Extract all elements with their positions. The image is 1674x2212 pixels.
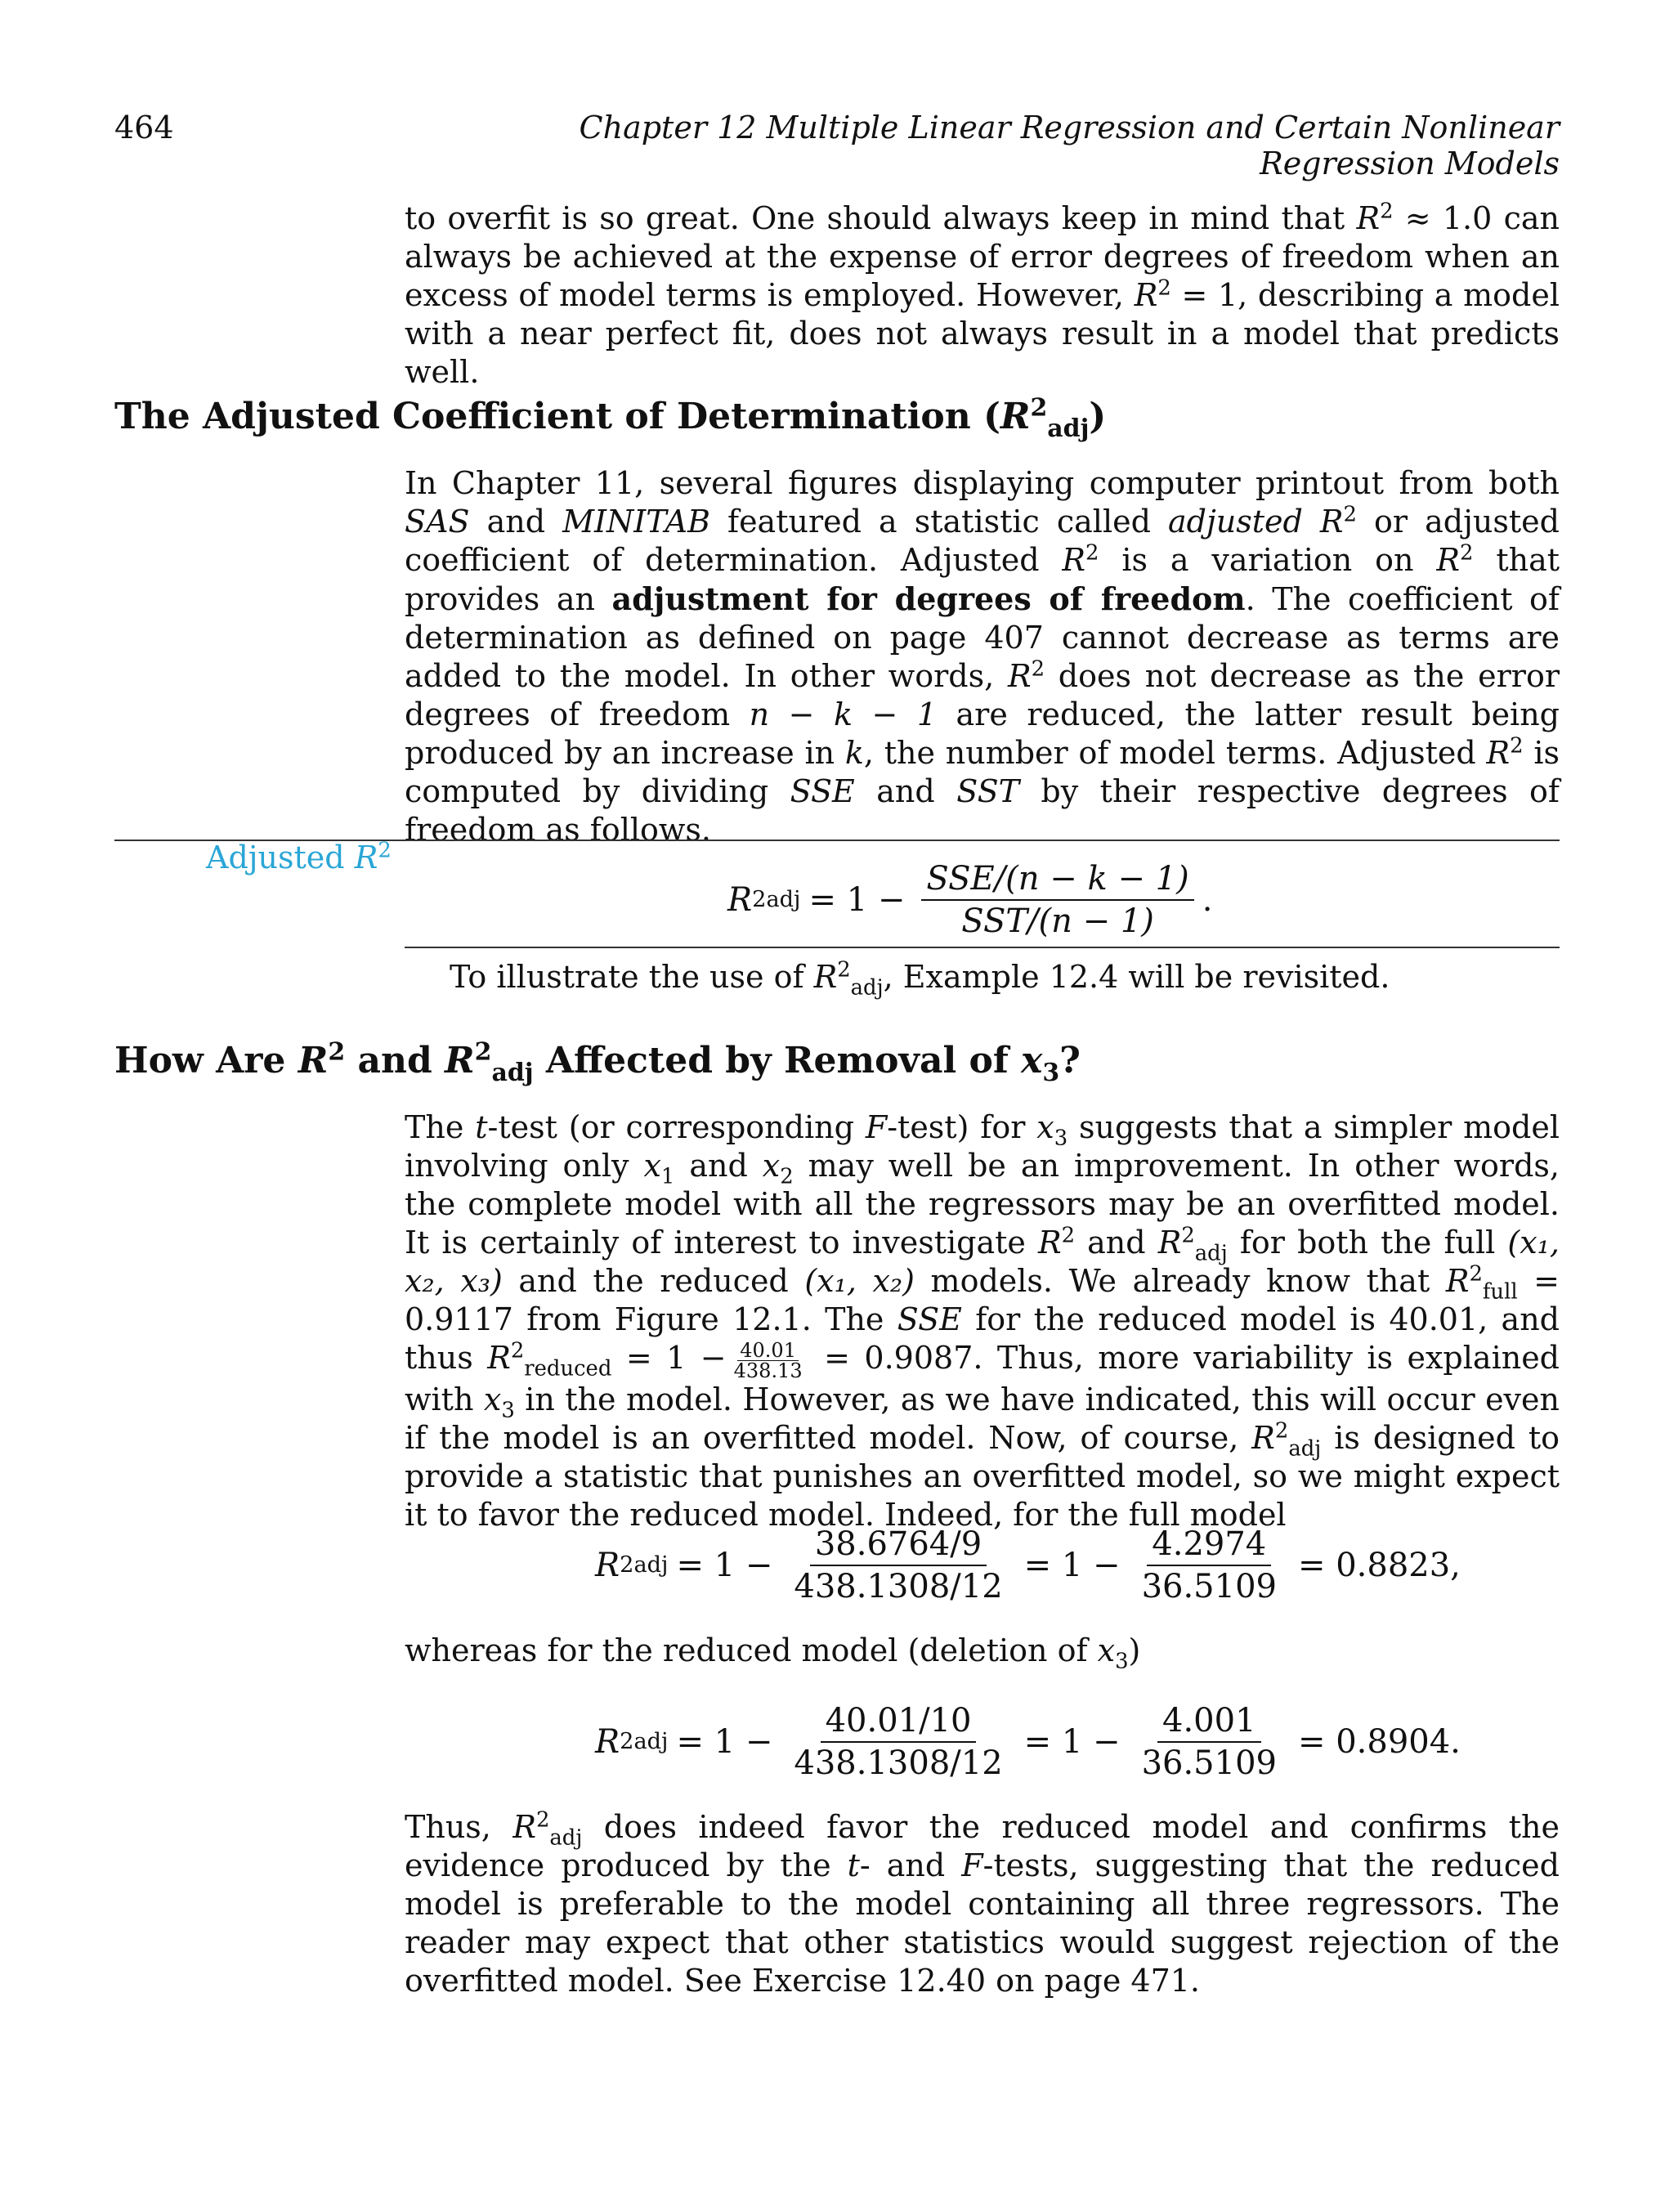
box-bottom-rule xyxy=(405,947,1560,948)
adjusted-r2-paragraph: In Chapter 11, several figures displaying computer printout from both SAS and MINITAB featured a statistic called adjusted $R^2$ or adjusted coefficient of determination. Adjusted $R^2$ is a variation on $R^2$ that provides an adjustment for degrees of freedom. The coefficient of determination as defined on page 407 cannot decrease as terms are added to the model. In other words, $R^2$ does not decrease as the error degrees of freedom n − k − 1 are reduced, the latter result being produced by an increase in k, the number of model terms. Adjusted $R^2$ is computed by dividing SSE and SST by their respective degrees of freedom as follows. xyxy=(405,465,1560,848)
removal-x3-paragraph: The t-test (or corresponding F-test) for $x_3$ suggests that a simpler model involving only $x_1$ and $x_2$ may well be an improvement. In other words, the complete model with all the regressors may be an overfitted model. It is certainly of interest to investigate $R^2$ and $R^2_{adj}$ for both the full (x₁, x₂, x₃) and the reduced (x₁, x₂) models. We already know that $R^2_{full} = 0.9117$ from Figure 12.1. The SSE for the reduced model is 40.01, and thus $R^2_{reduced} = 1$ − $\frac{40.01}{438.13}$ = 0.9087. Thus, more variability is explained with $x_3$ in the model. However, as we have indicated, this will occur even if the model is an overfitted model. Now, of course, $R^2_{adj}$ is designed to provide a statistic that punishes an overfitted model, so we might expect it to favor the reduced model. Indeed, for the full model xyxy=(405,1109,1560,1533)
adjusted-r2-formula: R 2 adj = 1 − $\frac{\text{SSE/(n − k − 1)}}{\text{SST/(n − 1)}}$ . xyxy=(727,860,1213,940)
margin-label-adjusted-r2: Adjusted $R^2$ xyxy=(206,838,392,875)
section-heading-adjusted-coefficient: The Adjusted Coefficient of Determination $(R^2_{adj})$ xyxy=(114,393,1107,443)
section-heading-removal-x3: How Are $R^2$ and $R^2_{adj}$ Affected by Removal of $x_3$? xyxy=(114,1037,1081,1087)
running-header: Chapter 12 Multiple Linear Regression and Certain Nonlinear Regression Models xyxy=(579,110,1560,181)
full-model-equation: R 2 adj = 1 − $\frac{38.6764/9}{438.1308/12}$ = 1 − $\frac{4.2974}{36.5109}$ = 0.8823, xyxy=(595,1525,1461,1605)
whereas-sentence: whereas for the reduced model (deletion of $x_3$) xyxy=(405,1632,1141,1674)
conclusion-paragraph: Thus, $R^2_{adj}$ does indeed favor the reduced model and confirms the evidence produced by the t- and F-tests, suggesting that the reduced model is preferable to the model containing all three regressors. The reader may expect that other statistics would suggest rejection of the overfitted model. See Exercise 12.40 on page 471. xyxy=(405,1807,1560,1999)
illustrate-sentence: To illustrate the use of $R^2_{adj}$, Example 12.4 will be revisited. xyxy=(450,957,1390,1001)
reduced-model-equation: R 2 adj = 1 − $\frac{40.01/10}{438.1308/12}$ = 1 − $\frac{4.001}{36.5109}$ = 0.8904. xyxy=(595,1702,1461,1782)
page-number: 464 xyxy=(114,110,174,146)
intro-paragraph: to overfit is so great. One should always keep in mind that $R^2 \approx 1.0$ can always be achieved at the expense of error degrees of freedom when an excess of model terms is employed. However, $R^2 = 1$, describing a model with a near perfect fit, does not always result in a model that predicts well. xyxy=(405,199,1560,390)
